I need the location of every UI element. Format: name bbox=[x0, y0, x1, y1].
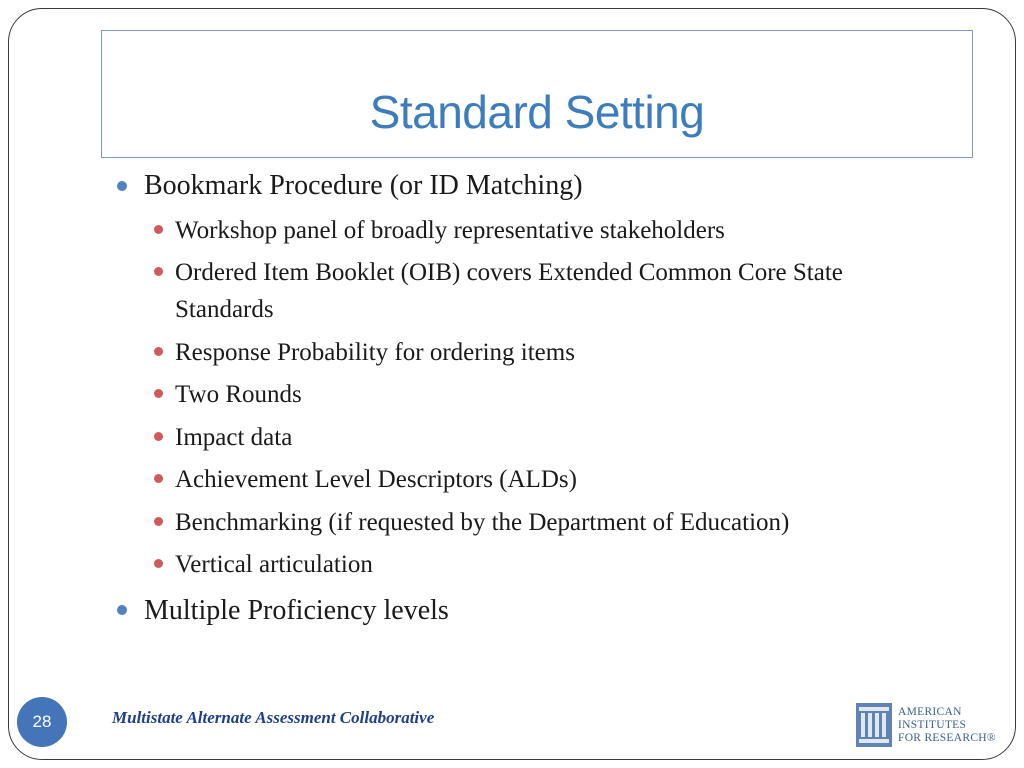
building-icon bbox=[856, 703, 892, 747]
sub-bullet-impact-data: Impact data bbox=[175, 424, 293, 451]
footer-organization: Multistate Alternate Assessment Collaborative bbox=[112, 708, 435, 727]
logo-text bbox=[898, 706, 996, 745]
sub-bullet-dot bbox=[154, 517, 163, 526]
sub-bullet-oib: Ordered Item Booklet (OIB) covers Extended Common Core State Standards bbox=[175, 259, 843, 323]
air-logo bbox=[856, 703, 996, 749]
sub-bullet-response-probability: Response Probability for ordering items bbox=[175, 339, 575, 366]
page-number-badge bbox=[17, 697, 67, 747]
sub-bullet-dot bbox=[154, 389, 163, 398]
sub-bullet-dot bbox=[154, 474, 163, 483]
sub-bullet-dot bbox=[154, 559, 163, 568]
page-number: 28 bbox=[32, 712, 52, 731]
bullet-bookmark-procedure: Bookmark Procedure (or ID Matching) bbox=[144, 170, 583, 201]
logo-line-1: AMERICAN bbox=[898, 706, 962, 718]
bullet-multiple-proficiency: Multiple Proficiency levels bbox=[144, 595, 449, 626]
bullet-dot bbox=[117, 181, 127, 191]
sub-bullet-two-rounds: Two Rounds bbox=[175, 381, 302, 408]
title-box bbox=[101, 30, 973, 158]
sub-bullet-dot bbox=[154, 347, 163, 356]
sub-bullet-alds: Achievement Level Descriptors (ALDs) bbox=[175, 466, 577, 493]
logo-line-3: FOR RESEARCH® bbox=[898, 732, 996, 744]
sub-bullet-vertical-articulation: Vertical articulation bbox=[175, 551, 373, 578]
sub-bullet-benchmarking: Benchmarking (if requested by the Department of Education) bbox=[175, 509, 790, 536]
bullet-dot bbox=[117, 605, 127, 615]
sub-bullet-dot bbox=[154, 432, 163, 441]
sub-bullet-dot bbox=[154, 225, 163, 234]
slide-title: Standard Setting bbox=[369, 86, 705, 138]
sub-bullet-workshop-panel: Workshop panel of broadly representative stakeholders bbox=[175, 217, 725, 244]
sub-bullet-dot bbox=[154, 267, 163, 276]
logo-line-2: INSTITUTES bbox=[898, 719, 967, 731]
